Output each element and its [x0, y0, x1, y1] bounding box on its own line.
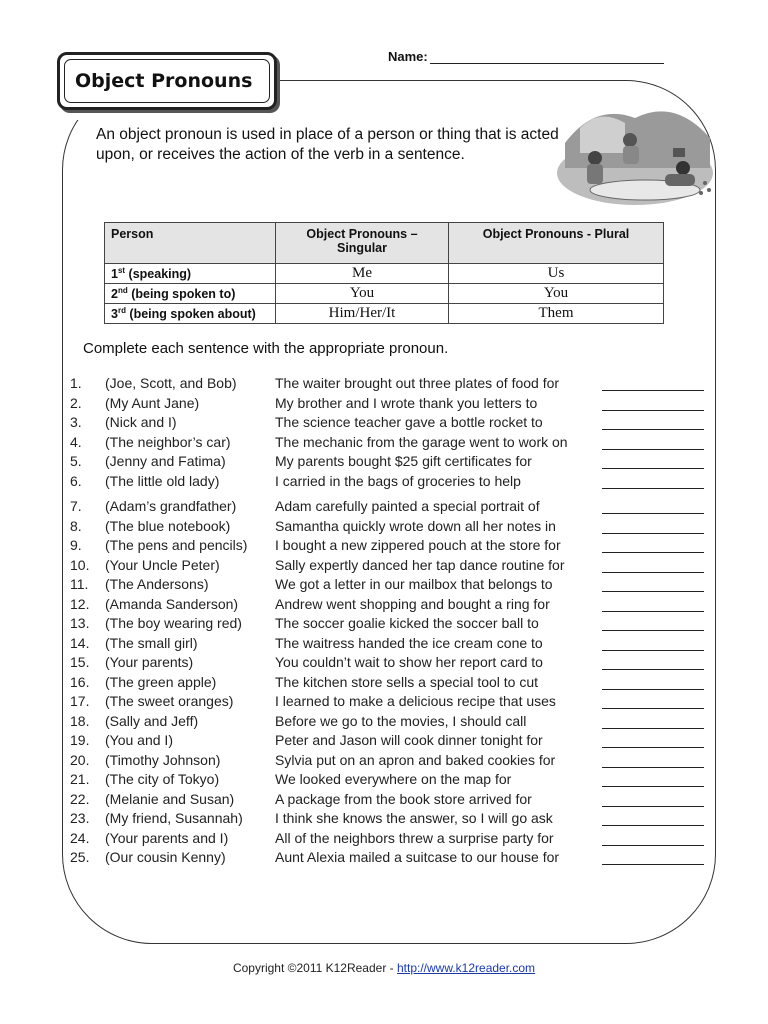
question-hint: (Amanda Sanderson) [105, 595, 239, 612]
answer-blank[interactable] [602, 410, 704, 411]
question-item [70, 732, 710, 751]
question-item [70, 849, 710, 868]
question-sentence: I think she knows the answer, so I will go ask [275, 810, 553, 826]
answer-blank[interactable] [602, 689, 704, 690]
question-number: 8. [70, 517, 82, 534]
singular-cell: Him/Her/It [276, 304, 449, 324]
question-hint: (My Aunt Jane) [105, 394, 200, 411]
question-number: 17. [70, 693, 90, 709]
copyright-text: Copyright ©2011 K12Reader - [232, 961, 397, 975]
plural-cell: You [449, 284, 664, 304]
question-number: 10. [70, 556, 90, 573]
question-number: 4. [70, 433, 82, 450]
question-item [70, 693, 710, 712]
question-hint: (Timothy Johnson) [105, 751, 221, 768]
question-hint: (The city of Tokyo) [105, 771, 220, 787]
question-number: 2. [70, 394, 82, 411]
answer-blank[interactable] [602, 591, 704, 592]
answer-blank[interactable] [602, 708, 704, 709]
question-sentence: The kitchen store sells a special tool to cut [275, 673, 539, 690]
question-item [70, 615, 710, 634]
question-number: 5. [70, 453, 82, 469]
question-item [70, 375, 710, 394]
question-hint: (Your Uncle Peter) [105, 556, 220, 573]
question-sentence: We got a letter in our mailbox that belongs to [275, 576, 553, 592]
question-hint: (The green apple) [105, 673, 217, 690]
title-box [57, 52, 277, 110]
answer-blank[interactable] [602, 650, 704, 651]
question-hint: (The pens and pencils) [105, 537, 248, 553]
question-number: 22. [70, 790, 90, 807]
question-number: 23. [70, 810, 90, 826]
table-row [105, 284, 664, 304]
instructions: Complete each sentence with the appropriate pronoun. [83, 340, 449, 357]
answer-blank[interactable] [602, 390, 704, 391]
question-hint: (My friend, Susannah) [105, 810, 243, 826]
question-hint: (Your parents and I) [105, 829, 229, 846]
singular-cell: You [276, 284, 449, 304]
person-cell: 2nd (being spoken to) [105, 284, 276, 304]
question-number: 16. [70, 673, 90, 690]
question-hint: (Joe, Scott, and Bob) [105, 375, 237, 391]
question-sentence: Aunt Alexia mailed a suitcase to our house for [275, 849, 560, 865]
question-hint: (You and I) [105, 732, 173, 748]
question-item [70, 752, 710, 771]
question-number: 15. [70, 654, 90, 670]
question-item [70, 810, 710, 829]
question-hint: (The sweet oranges) [105, 693, 234, 709]
page-title: Object Pronouns [75, 70, 253, 92]
question-number: 20. [70, 751, 90, 768]
question-sentence: Samantha quickly wrote down all her notes in [275, 517, 556, 534]
header-plural: Object Pronouns - Plural [449, 223, 664, 264]
question-item [70, 453, 710, 472]
question-item [70, 473, 710, 492]
question-hint: (Our cousin Kenny) [105, 849, 226, 865]
answer-blank[interactable] [602, 767, 704, 768]
question-number: 19. [70, 732, 90, 748]
question-item [70, 771, 710, 790]
question-sentence: The science teacher gave a bottle rocket to [275, 414, 543, 430]
question-number: 7. [70, 498, 82, 514]
question-number: 3. [70, 414, 82, 430]
table-row [105, 264, 664, 284]
singular-cell: Me [276, 264, 449, 284]
answer-blank[interactable] [602, 728, 704, 729]
question-hint: (The boy wearing red) [105, 615, 242, 631]
question-item [70, 635, 710, 654]
question-sentence: Peter and Jason will cook dinner tonight for [275, 732, 543, 748]
question-number: 25. [70, 849, 90, 865]
question-hint: (Your parents) [105, 654, 194, 670]
answer-blank[interactable] [602, 864, 704, 865]
question-sentence: The soccer goalie kicked the soccer ball to [275, 615, 539, 631]
header-singular: Object Pronouns – Singular [276, 223, 449, 264]
answer-blank[interactable] [602, 825, 704, 826]
pronoun-table [104, 222, 664, 324]
name-label: Name: [388, 49, 428, 64]
footer [0, 961, 768, 975]
question-sentence: Adam carefully painted a special portrait of [275, 498, 540, 514]
answer-blank[interactable] [602, 630, 704, 631]
person-cell: 3rd (being spoken about) [105, 304, 276, 324]
question-item [70, 557, 710, 576]
question-hint: (Adam’s grandfather) [105, 498, 237, 514]
question-item [70, 713, 710, 732]
question-hint: (The neighbor’s car) [105, 433, 231, 450]
question-number: 9. [70, 537, 82, 553]
question-hint: (The Andersons) [105, 576, 209, 592]
answer-blank[interactable] [602, 552, 704, 553]
k12reader-link[interactable]: http://www.k12reader.com [396, 961, 536, 975]
question-item [70, 537, 710, 556]
question-sentence: The waitress handed the ice cream cone to [275, 634, 543, 651]
answer-blank[interactable] [602, 468, 704, 469]
question-item [70, 674, 710, 693]
intro-text: An object pronoun is used in place of a person or thing that is acted upon, or receives the action of the verb in a sentence. [96, 126, 559, 163]
question-item [70, 498, 710, 517]
question-item [70, 654, 710, 673]
question-number: 14. [70, 634, 90, 651]
question-hint: (The small girl) [105, 634, 198, 651]
question-number: 6. [70, 472, 82, 489]
plural-cell: Us [449, 264, 664, 284]
question-sentence: Andrew went shopping and bought a ring for [275, 595, 550, 612]
answer-blank[interactable] [602, 449, 704, 450]
person-cell: 1st (speaking) [105, 264, 276, 284]
answer-blank[interactable] [602, 747, 704, 748]
question-item [70, 830, 710, 849]
question-item [70, 434, 710, 453]
question-number: 24. [70, 829, 90, 846]
question-hint: (Jenny and Fatima) [105, 453, 226, 469]
question-sentence: I bought a new zippered pouch at the store for [275, 537, 561, 553]
question-sentence: I learned to make a delicious recipe that uses [275, 693, 556, 709]
question-hint: (Melanie and Susan) [105, 790, 235, 807]
question-sentence: The waiter brought out three plates of food for [275, 375, 560, 391]
answer-blank[interactable] [602, 488, 704, 489]
answer-blank[interactable] [602, 611, 704, 612]
question-sentence: My brother and I wrote thank you letters to [275, 394, 538, 411]
question-item [70, 596, 710, 615]
question-sentence: Sylvia put on an apron and baked cookies for [275, 751, 556, 768]
question-number: 21. [70, 771, 90, 787]
question-sentence: I carried in the bags of groceries to help [275, 472, 521, 489]
question-number: 13. [70, 615, 90, 631]
answer-blank[interactable] [602, 572, 704, 573]
question-sentence: The mechanic from the garage went to work on [275, 433, 568, 450]
question-item [70, 576, 710, 595]
question-sentence: My parents bought $25 gift certificates for [275, 453, 532, 469]
question-sentence: All of the neighbors threw a surprise party for [275, 829, 554, 846]
question-number: 12. [70, 595, 90, 612]
answer-blank[interactable] [602, 669, 704, 670]
answer-blank[interactable] [602, 845, 704, 846]
question-item [70, 518, 710, 537]
question-sentence: Sally expertly danced her tap dance routine for [275, 556, 565, 573]
picnic-illustration [555, 98, 715, 208]
table-row [105, 304, 664, 324]
question-item [70, 791, 710, 810]
plural-cell: Them [449, 304, 664, 324]
answer-blank[interactable] [602, 786, 704, 787]
answer-blank[interactable] [602, 429, 704, 430]
question-item [70, 414, 710, 433]
question-number: 11. [70, 576, 89, 592]
question-number: 1. [70, 375, 82, 391]
question-number: 18. [70, 712, 90, 729]
question-hint: (Nick and I) [105, 414, 177, 430]
name-field[interactable] [430, 63, 664, 64]
answer-blank[interactable] [602, 806, 704, 807]
question-item [70, 395, 710, 414]
question-hint: (Sally and Jeff) [105, 712, 199, 729]
header-person: Person [105, 223, 276, 264]
question-sentence: Before we go to the movies, I should call [275, 712, 527, 729]
question-sentence: You couldn’t wait to show her report card to [275, 654, 543, 670]
answer-blank[interactable] [602, 533, 704, 534]
question-hint: (The blue notebook) [105, 517, 231, 534]
question-hint: (The little old lady) [105, 472, 220, 489]
question-sentence: We looked everywhere on the map for [275, 771, 512, 787]
question-sentence: A package from the book store arrived for [275, 790, 532, 807]
answer-blank[interactable] [602, 513, 704, 514]
